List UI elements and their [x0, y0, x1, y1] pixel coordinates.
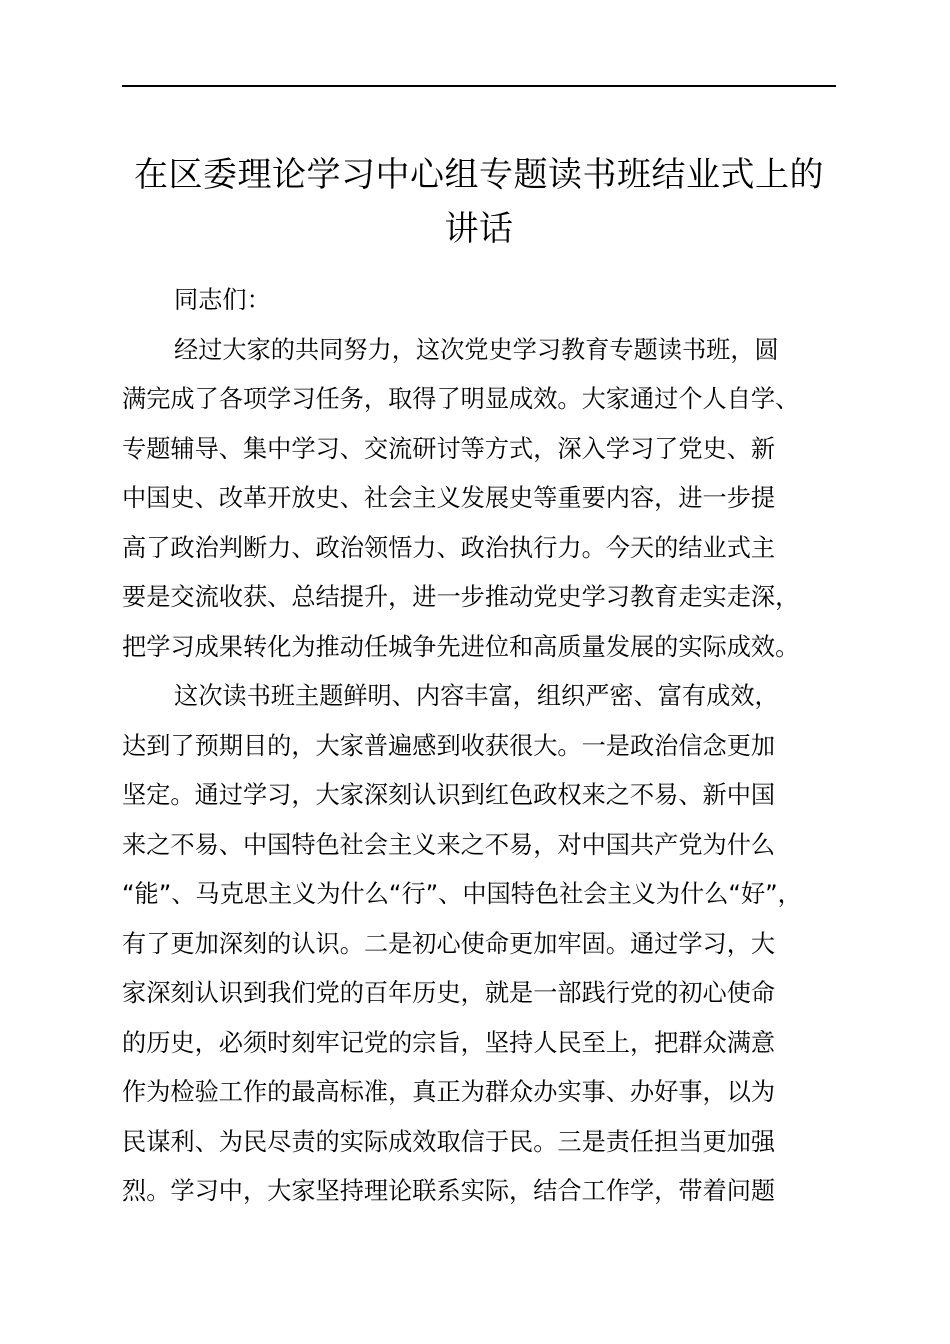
paragraph-line: 要是交流收获、总结提升，进一步推动党史学习教育走实走深，	[122, 583, 800, 611]
document-body	[122, 276, 842, 1217]
salutation: 同志们：	[174, 286, 271, 314]
header-rule	[122, 85, 836, 87]
paragraph-line: 民谋利、为民尽责的实际成效取信于民。三是责任担当更加强	[122, 1127, 776, 1156]
paragraph-line: 这次读书班主题鲜明、内容丰富，组织严密、富有成效，	[174, 682, 779, 710]
paragraph-line: 高了政治判断力、政治领悟力、政治执行力。今天的结业式主	[122, 533, 776, 562]
paragraph-line: 的历史，必须时刻牢记党的宗旨，坚持人民至上，把群众满意	[122, 1028, 776, 1057]
paragraph-line: 来之不易、中国特色社会主义来之不易，对中国共产党为什么	[122, 830, 776, 859]
paragraph-line: 满完成了各项学习任务，取得了明显成效。大家通过个人自学、	[122, 385, 800, 413]
paragraph-line: 有了更加深刻的认识。二是初心使命更加牢固。通过学习，大	[122, 929, 776, 958]
paragraph-line: 坚定。通过学习，大家深刻认识到红色政权来之不易、新中国	[122, 781, 776, 809]
document-title	[110, 148, 848, 256]
paragraph-line: 把学习成果转化为推动任城争先进位和高质量发展的实际成效。	[122, 632, 800, 661]
paragraph-line: 达到了预期目的，大家普遍感到收获很大。一是政治信念更加	[122, 731, 776, 760]
title-line: 在区委理论学习中心组专题读书班结业式上的	[134, 155, 824, 195]
paragraph-line: 家深刻认识到我们党的百年历史，就是一部践行党的初心使命	[122, 979, 776, 1007]
paragraph-line: 作为检验工作的最高标准，真正为群众办实事、办好事，以为	[122, 1078, 776, 1106]
paragraph-line: 中国史、改革开放史、社会主义发展史等重要内容，进一步提	[122, 484, 776, 512]
paragraph-line: 专题辅导、集中学习、交流研讨等方式，深入学习了党史、新	[122, 434, 776, 463]
paragraph-line: 烈。学习中，大家坚持理论联系实际，结合工作学，带着问题	[122, 1177, 776, 1205]
paragraph-line: “能”、马克思主义为什么“行”、中国特色社会主义为什么“好”，	[122, 880, 802, 908]
title-line: 讲话	[444, 209, 514, 249]
paragraph-line: 经过大家的共同努力，这次党史学习教育专题读书班，圆	[174, 335, 779, 364]
